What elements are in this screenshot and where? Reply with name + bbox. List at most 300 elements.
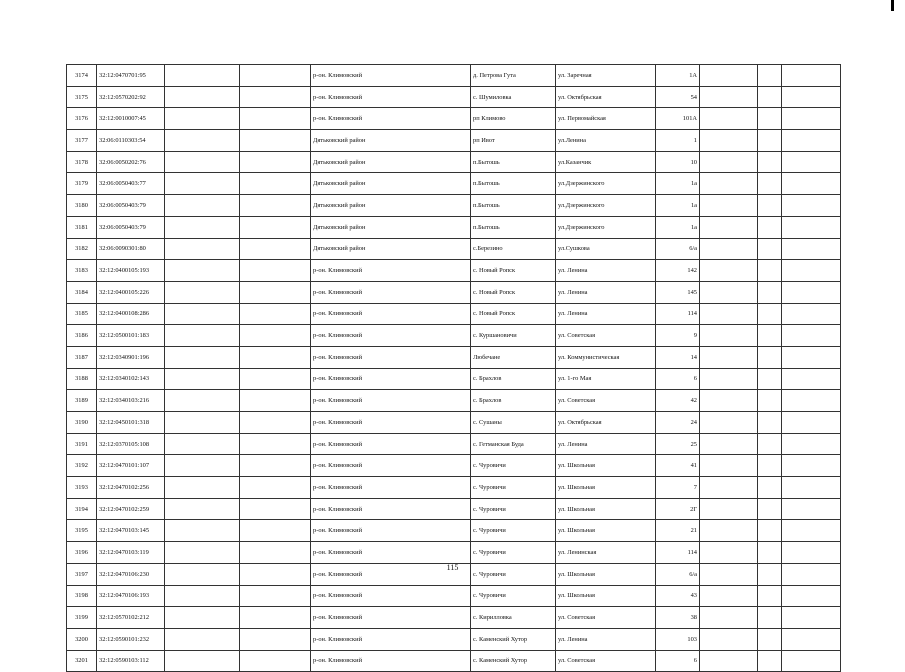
cell-empty: [240, 628, 311, 650]
cell-number: 3177: [67, 130, 97, 152]
cell-empty: [165, 412, 240, 434]
cell-empty: [700, 151, 758, 173]
cell-empty: [700, 130, 758, 152]
cell-cadastral-number: 32:12:0400108:286: [97, 303, 165, 325]
cell-district: р-он. Климовский: [311, 455, 471, 477]
cell-district: р-он. Климовский: [311, 520, 471, 542]
cell-number: 3176: [67, 108, 97, 130]
cell-empty: [758, 542, 782, 564]
cell-empty: [165, 260, 240, 282]
cell-district: р-он. Климовский: [311, 281, 471, 303]
cell-empty: [240, 346, 311, 368]
cell-number: 3178: [67, 151, 97, 173]
cell-empty: [165, 151, 240, 173]
cell-empty: [700, 108, 758, 130]
cell-district: р-он. Климовский: [311, 390, 471, 412]
cell-cadastral-number: 32:06:0050403:79: [97, 195, 165, 217]
cell-street: ул.Казанчик: [556, 151, 656, 173]
cell-empty: [782, 390, 841, 412]
cell-street: ул. Советская: [556, 607, 656, 629]
cell-number: 3198: [67, 585, 97, 607]
cell-empty: [165, 498, 240, 520]
cell-number: 3190: [67, 412, 97, 434]
cell-cadastral-number: 32:06:0050202:76: [97, 151, 165, 173]
cell-settlement: с. Куршановичи: [471, 325, 556, 347]
cell-empty: [165, 520, 240, 542]
cell-street: ул. Школьная: [556, 477, 656, 499]
table-row: [67, 498, 841, 520]
cell-empty: [700, 368, 758, 390]
cell-settlement: рп Ивот: [471, 130, 556, 152]
table-row: [67, 303, 841, 325]
cell-district: р-он. Климовский: [311, 260, 471, 282]
cell-street: ул. Октябрьская: [556, 412, 656, 434]
cell-district: р-он. Климовский: [311, 108, 471, 130]
cell-settlement: п.Бытошь: [471, 173, 556, 195]
cell-empty: [758, 195, 782, 217]
cell-district: Дятьковский район: [311, 238, 471, 260]
cell-district: р-он. Климовский: [311, 498, 471, 520]
table-row: [67, 151, 841, 173]
cell-empty: [240, 86, 311, 108]
cell-empty: [700, 86, 758, 108]
cell-empty: [240, 650, 311, 672]
cell-empty: [165, 585, 240, 607]
cell-empty: [758, 455, 782, 477]
cell-settlement: с. Новый Ропск: [471, 260, 556, 282]
cell-cadastral-number: 32:12:0450101:318: [97, 412, 165, 434]
table-row: [67, 455, 841, 477]
cell-empty: [758, 346, 782, 368]
cell-house: 1а: [656, 173, 700, 195]
cell-empty: [165, 130, 240, 152]
cell-empty: [165, 65, 240, 87]
table-row: [67, 607, 841, 629]
cell-cadastral-number: 32:12:0010007:45: [97, 108, 165, 130]
cell-street: ул. Советская: [556, 650, 656, 672]
cell-street: ул.Дзержинского: [556, 173, 656, 195]
cell-street: ул. Ленина: [556, 260, 656, 282]
cell-empty: [700, 325, 758, 347]
cell-empty: [700, 346, 758, 368]
cell-settlement: с. Сушаны: [471, 412, 556, 434]
cell-empty: [782, 325, 841, 347]
cell-street: ул. Ленинская: [556, 542, 656, 564]
cell-number: 3199: [67, 607, 97, 629]
cell-empty: [240, 65, 311, 87]
cell-number: 3194: [67, 498, 97, 520]
cell-empty: [165, 607, 240, 629]
cell-number: 3193: [67, 477, 97, 499]
cell-empty: [782, 520, 841, 542]
cell-empty: [165, 281, 240, 303]
cell-settlement: рп Климово: [471, 108, 556, 130]
cell-cadastral-number: 32:12:0470101:107: [97, 455, 165, 477]
table-row: [67, 520, 841, 542]
cell-street: ул.Ленина: [556, 130, 656, 152]
cell-empty: [782, 628, 841, 650]
cell-street: ул. Заречная: [556, 65, 656, 87]
table-row: [67, 260, 841, 282]
cell-house: 1: [656, 130, 700, 152]
cell-street: ул. Школьная: [556, 455, 656, 477]
cell-number: 3174: [67, 65, 97, 87]
cell-house: 114: [656, 542, 700, 564]
cell-empty: [165, 216, 240, 238]
cell-empty: [240, 542, 311, 564]
cell-empty: [782, 346, 841, 368]
cell-cadastral-number: 32:12:0590103:112: [97, 650, 165, 672]
cell-district: р-он. Климовский: [311, 303, 471, 325]
cell-empty: [240, 368, 311, 390]
cell-empty: [700, 585, 758, 607]
table-row: [67, 130, 841, 152]
cell-street: ул. Октябрьская: [556, 86, 656, 108]
cell-settlement: с. Брахлов: [471, 368, 556, 390]
cell-empty: [240, 412, 311, 434]
table-row: [67, 346, 841, 368]
cell-house: 114: [656, 303, 700, 325]
cell-empty: [165, 650, 240, 672]
cell-street: ул. Ленина: [556, 628, 656, 650]
cell-house: 25: [656, 433, 700, 455]
cell-empty: [165, 108, 240, 130]
cell-empty: [782, 477, 841, 499]
cell-empty: [165, 195, 240, 217]
cell-number: 3192: [67, 455, 97, 477]
cell-district: р-он. Климовский: [311, 433, 471, 455]
cell-house: 10: [656, 151, 700, 173]
cell-empty: [700, 628, 758, 650]
cell-street: ул. Ленина: [556, 303, 656, 325]
cell-empty: [782, 650, 841, 672]
table-row: [67, 108, 841, 130]
cell-cadastral-number: 32:12:0500101:183: [97, 325, 165, 347]
cell-number: 3188: [67, 368, 97, 390]
cell-district: р-он. Климовский: [311, 65, 471, 87]
cell-number: 3196: [67, 542, 97, 564]
cell-house: 43: [656, 585, 700, 607]
cell-house: 2Г: [656, 498, 700, 520]
cell-empty: [240, 433, 311, 455]
cell-empty: [782, 65, 841, 87]
cell-empty: [240, 520, 311, 542]
cell-settlement: с. Чуровичи: [471, 520, 556, 542]
cell-empty: [758, 607, 782, 629]
cell-cadastral-number: 32:12:0400105:226: [97, 281, 165, 303]
cell-empty: [782, 585, 841, 607]
cell-empty: [758, 65, 782, 87]
table-row: [67, 477, 841, 499]
table-row: [67, 368, 841, 390]
cell-empty: [700, 520, 758, 542]
cell-empty: [700, 195, 758, 217]
cell-empty: [700, 477, 758, 499]
cell-empty: [700, 433, 758, 455]
cell-street: ул. Ленина: [556, 433, 656, 455]
cell-empty: [240, 585, 311, 607]
cell-district: р-он. Климовский: [311, 585, 471, 607]
cell-house: 1а: [656, 195, 700, 217]
cell-empty: [782, 238, 841, 260]
cell-house: 6: [656, 368, 700, 390]
cell-cadastral-number: 32:06:0090301:80: [97, 238, 165, 260]
table-row: [67, 650, 841, 672]
table-row: [67, 216, 841, 238]
cell-cadastral-number: 32:12:0470106:193: [97, 585, 165, 607]
cell-house: 142: [656, 260, 700, 282]
cell-street: ул.Дзержинского: [556, 195, 656, 217]
cell-empty: [240, 325, 311, 347]
cell-number: 3180: [67, 195, 97, 217]
cell-settlement: с.Березино: [471, 238, 556, 260]
cell-empty: [165, 303, 240, 325]
cell-settlement: с. Шумиловка: [471, 86, 556, 108]
cell-empty: [700, 281, 758, 303]
cell-cadastral-number: 32:12:0340103:216: [97, 390, 165, 412]
cell-empty: [240, 281, 311, 303]
cell-settlement: д. Петрова Гута: [471, 65, 556, 87]
cell-settlement: с. Новый Ропск: [471, 303, 556, 325]
cell-empty: [240, 195, 311, 217]
cell-empty: [165, 346, 240, 368]
cell-empty: [165, 390, 240, 412]
cell-cadastral-number: 32:12:0470103:119: [97, 542, 165, 564]
table-row: [67, 86, 841, 108]
cell-street: ул. Советская: [556, 390, 656, 412]
cell-cadastral-number: 32:12:0570102:212: [97, 607, 165, 629]
cell-empty: [165, 455, 240, 477]
cell-house: 6: [656, 650, 700, 672]
table-row: [67, 585, 841, 607]
cell-number: 3184: [67, 281, 97, 303]
cell-district: Дятьковский район: [311, 173, 471, 195]
cell-house: 21: [656, 520, 700, 542]
cell-empty: [758, 303, 782, 325]
cell-district: р-он. Климовский: [311, 563, 471, 585]
cell-settlement: с. Каменский Хутор: [471, 628, 556, 650]
cell-cadastral-number: 32:12:0470102:256: [97, 477, 165, 499]
cell-house: 101А: [656, 108, 700, 130]
cell-number: 3182: [67, 238, 97, 260]
cell-street: ул.Дзержинского: [556, 216, 656, 238]
cell-empty: [700, 650, 758, 672]
table-row: [67, 390, 841, 412]
cell-empty: [758, 650, 782, 672]
cell-street: ул. Коммунистическая: [556, 346, 656, 368]
cell-number: 3186: [67, 325, 97, 347]
cell-cadastral-number: 32:12:0570202:92: [97, 86, 165, 108]
cell-settlement: п.Бытошь: [471, 195, 556, 217]
table-row: [67, 542, 841, 564]
cell-empty: [240, 238, 311, 260]
cell-empty: [165, 542, 240, 564]
cell-empty: [758, 368, 782, 390]
cell-empty: [782, 368, 841, 390]
cell-house: 41: [656, 455, 700, 477]
cell-street: ул. Советская: [556, 325, 656, 347]
cell-number: 3183: [67, 260, 97, 282]
cell-number: 3200: [67, 628, 97, 650]
cell-house: 6/а: [656, 238, 700, 260]
cell-empty: [782, 542, 841, 564]
cell-cadastral-number: 32:12:0470106:230: [97, 563, 165, 585]
cell-empty: [240, 216, 311, 238]
cell-empty: [700, 65, 758, 87]
cell-cadastral-number: 32:06:0050403:79: [97, 216, 165, 238]
cell-house: 103: [656, 628, 700, 650]
table-row: [67, 65, 841, 87]
cell-house: 42: [656, 390, 700, 412]
cell-street: ул. Ленина: [556, 281, 656, 303]
cell-empty: [240, 303, 311, 325]
cell-district: р-он. Климовский: [311, 477, 471, 499]
cell-empty: [758, 238, 782, 260]
cell-district: р-он. Климовский: [311, 650, 471, 672]
cell-street: ул. Школьная: [556, 498, 656, 520]
cell-settlement: п.Бытошь: [471, 216, 556, 238]
cell-empty: [700, 498, 758, 520]
page-number: 115: [446, 563, 459, 572]
cell-empty: [782, 151, 841, 173]
cell-empty: [700, 390, 758, 412]
cell-cadastral-number: 32:12:0370105:108: [97, 433, 165, 455]
cell-empty: [758, 86, 782, 108]
cell-district: р-он. Климовский: [311, 368, 471, 390]
cell-empty: [758, 108, 782, 130]
cell-empty: [758, 173, 782, 195]
table-row: [67, 281, 841, 303]
table-row: [67, 412, 841, 434]
cell-empty: [758, 412, 782, 434]
cell-house: 24: [656, 412, 700, 434]
cell-district: р-он. Климовский: [311, 628, 471, 650]
cell-house: 7: [656, 477, 700, 499]
registry-table: [66, 64, 841, 672]
cell-district: р-он. Климовский: [311, 86, 471, 108]
cell-settlement: с. Брахлов: [471, 390, 556, 412]
cell-empty: [782, 216, 841, 238]
cell-street: ул. Школьная: [556, 520, 656, 542]
cell-empty: [782, 455, 841, 477]
cell-empty: [758, 628, 782, 650]
cell-number: 3201: [67, 650, 97, 672]
cell-number: 3189: [67, 390, 97, 412]
cell-number: 3181: [67, 216, 97, 238]
cell-settlement: с. Чуровичи: [471, 563, 556, 585]
cell-empty: [700, 412, 758, 434]
cell-cadastral-number: 32:12:0470701:95: [97, 65, 165, 87]
cell-empty: [758, 520, 782, 542]
cell-house: 9: [656, 325, 700, 347]
cell-street: ул. Первомайская: [556, 108, 656, 130]
cell-street: ул. Школьная: [556, 585, 656, 607]
cell-district: Дятьковский район: [311, 151, 471, 173]
cell-empty: [165, 368, 240, 390]
cell-empty: [700, 260, 758, 282]
cell-number: 3191: [67, 433, 97, 455]
cell-number: 3195: [67, 520, 97, 542]
cell-empty: [758, 260, 782, 282]
cell-district: р-он. Климовский: [311, 325, 471, 347]
cell-settlement: с. Каменский Хутор: [471, 650, 556, 672]
cell-empty: [758, 498, 782, 520]
cell-settlement: с. Чуровичи: [471, 542, 556, 564]
cell-empty: [240, 477, 311, 499]
cell-house: 1а: [656, 216, 700, 238]
cell-district: р-он. Климовский: [311, 542, 471, 564]
cell-cadastral-number: 32:12:0340901:196: [97, 346, 165, 368]
cell-empty: [758, 390, 782, 412]
cell-empty: [758, 130, 782, 152]
cell-empty: [165, 325, 240, 347]
table-row: [67, 433, 841, 455]
cell-empty: [700, 607, 758, 629]
cell-empty: [700, 238, 758, 260]
cell-empty: [758, 325, 782, 347]
cell-number: 3185: [67, 303, 97, 325]
cell-empty: [758, 477, 782, 499]
cell-street: ул.Сушкова: [556, 238, 656, 260]
cell-empty: [758, 585, 782, 607]
table-row: [67, 173, 841, 195]
cell-empty: [782, 498, 841, 520]
cell-empty: [758, 216, 782, 238]
cell-cadastral-number: 32:12:0470102:259: [97, 498, 165, 520]
cell-empty: [782, 195, 841, 217]
cell-empty: [782, 433, 841, 455]
cell-empty: [240, 108, 311, 130]
cell-district: р-он. Климовский: [311, 412, 471, 434]
cell-settlement: с. Чуровичи: [471, 585, 556, 607]
cell-empty: [782, 260, 841, 282]
cell-district: Дятьковский район: [311, 216, 471, 238]
cell-cadastral-number: 32:12:0340102:143: [97, 368, 165, 390]
cell-house: 6/а: [656, 563, 700, 585]
cell-cadastral-number: 32:12:0470103:145: [97, 520, 165, 542]
cell-empty: [758, 433, 782, 455]
cell-district: р-он. Климовский: [311, 607, 471, 629]
table-row: [67, 238, 841, 260]
cell-settlement: с. Кирилловка: [471, 607, 556, 629]
cell-number: 3187: [67, 346, 97, 368]
cell-house: 38: [656, 607, 700, 629]
cell-house: 14: [656, 346, 700, 368]
cell-settlement: с. Чуровичи: [471, 455, 556, 477]
cell-number: 3197: [67, 563, 97, 585]
cell-empty: [782, 412, 841, 434]
table-row: [67, 628, 841, 650]
cell-house: 145: [656, 281, 700, 303]
cell-empty: [165, 628, 240, 650]
cell-empty: [782, 173, 841, 195]
cell-empty: [165, 238, 240, 260]
cell-house: 54: [656, 86, 700, 108]
table-row: [67, 195, 841, 217]
cell-number: 3179: [67, 173, 97, 195]
cell-empty: [758, 281, 782, 303]
cell-empty: [700, 216, 758, 238]
cell-empty: [165, 173, 240, 195]
cell-empty: [782, 86, 841, 108]
cell-settlement: с. Новый Ропск: [471, 281, 556, 303]
cell-empty: [240, 455, 311, 477]
cell-empty: [165, 86, 240, 108]
cell-house: 1А: [656, 65, 700, 87]
table-body: [67, 65, 841, 672]
cell-settlement: с. Чуровичи: [471, 477, 556, 499]
cell-settlement: Любечане: [471, 346, 556, 368]
